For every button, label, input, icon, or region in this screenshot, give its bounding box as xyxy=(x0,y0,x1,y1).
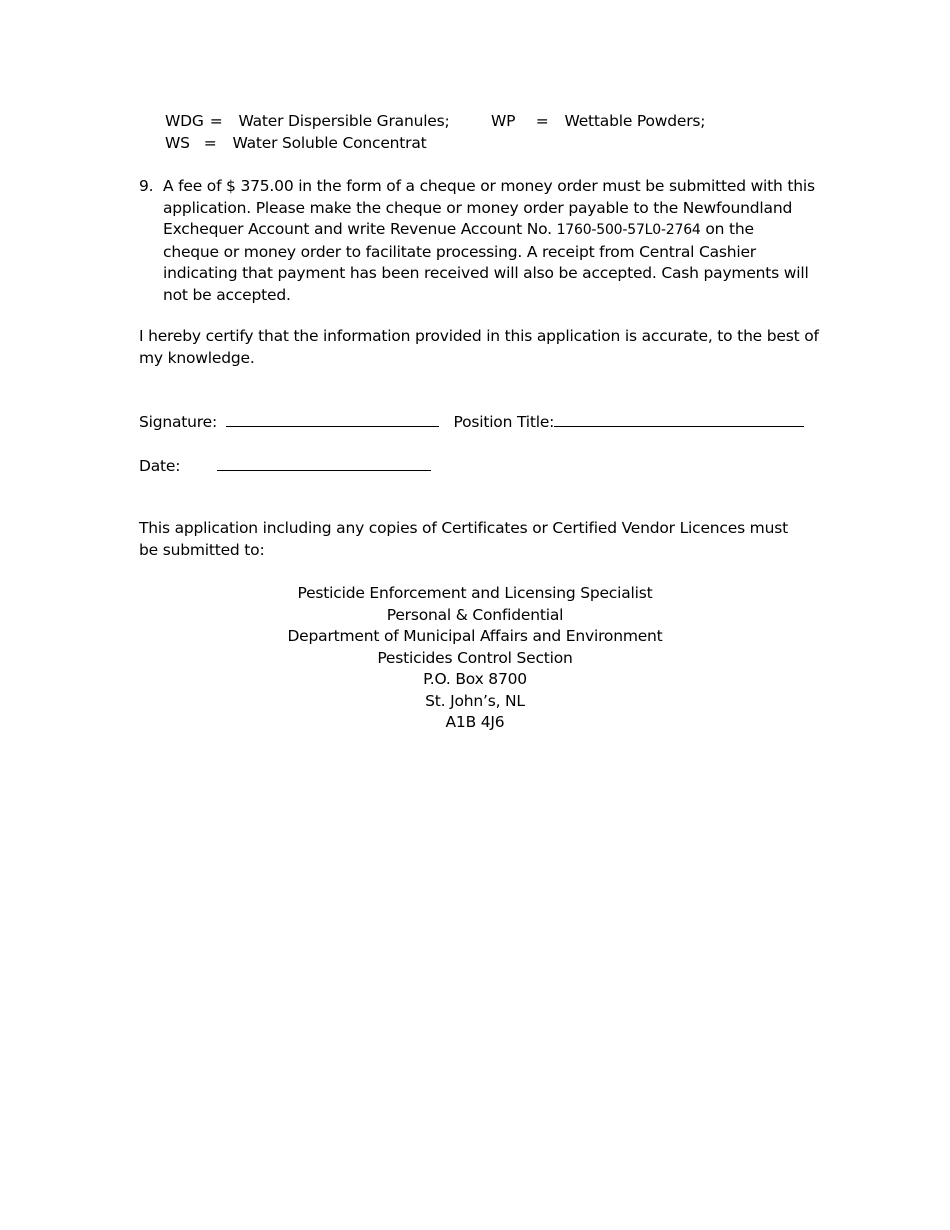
submission-line: be submitted to: xyxy=(139,540,265,559)
revenue-account-number: 1760-500-57L0-2764 xyxy=(556,222,701,238)
item-9-line: application. Please make the cheque or money order payable to the Newfoundland xyxy=(163,198,793,217)
certification-line: I hereby certify that the information provided in this application is accurate, to the best of xyxy=(139,327,819,345)
abbreviation-meaning: Water Soluble Concentrat xyxy=(232,134,427,152)
address-line: St. John’s, NL xyxy=(425,691,525,710)
position-title-field[interactable] xyxy=(554,410,804,427)
signature-field[interactable] xyxy=(226,410,439,427)
address-line: A1B 4J6 xyxy=(445,713,505,731)
abbreviation-code: WP xyxy=(491,112,516,130)
signature-row xyxy=(139,410,804,433)
address-line: Department of Municipal Affairs and Environment xyxy=(287,627,663,645)
abbreviation-code: WS xyxy=(165,134,190,152)
abbreviation-meaning: Wettable Powders; xyxy=(564,112,706,130)
item-9-line: A fee of $ 375.00 in the form of a cheque or money order must be submitted with this xyxy=(163,177,815,195)
address-line: Pesticides Control Section xyxy=(377,648,573,667)
address-line: Personal & Confidential xyxy=(386,605,564,624)
address-line: P.O. Box 8700 xyxy=(423,670,527,688)
item-9-line: cheque or money order to facilitate processing. A receipt from Central Cashier xyxy=(163,242,756,261)
submission-instructions xyxy=(139,518,788,561)
abbreviation-equals: = xyxy=(535,112,549,130)
item-number: 9. xyxy=(139,177,154,195)
item-9-line: indicating that payment has been received will also be accepted. Cash payments will xyxy=(163,264,809,282)
item-9-text xyxy=(163,176,819,306)
mailing-address xyxy=(0,583,950,734)
item-9-fee xyxy=(139,176,819,306)
signature-label: Signature: xyxy=(139,413,217,431)
abbreviation-row-1 xyxy=(165,111,705,133)
abbreviation-equals: = xyxy=(209,112,223,130)
position-title-label: Position Title: xyxy=(453,413,555,431)
item-9-text-segment: on the xyxy=(700,220,754,238)
abbreviation-meaning: Water Dispersible Granules; xyxy=(238,112,450,130)
abbreviation-equals: = xyxy=(203,134,217,152)
certification-line: my knowledge. xyxy=(139,348,255,367)
abbreviation-row-2 xyxy=(165,133,427,155)
item-9-text-segment: Exchequer Account and write Revenue Account No. xyxy=(163,220,557,238)
date-label: Date: xyxy=(139,457,181,475)
item-9-line xyxy=(163,219,819,242)
abbreviation-code: WDG xyxy=(165,112,204,130)
date-row xyxy=(139,454,431,477)
submission-line: This application including any copies of Certificates or Certified Vendor Licences must xyxy=(139,519,788,537)
date-field[interactable] xyxy=(217,454,431,471)
address-line: Pesticide Enforcement and Licensing Specialist xyxy=(297,584,653,602)
item-9-line: not be accepted. xyxy=(163,285,291,304)
certification-statement xyxy=(139,326,819,369)
